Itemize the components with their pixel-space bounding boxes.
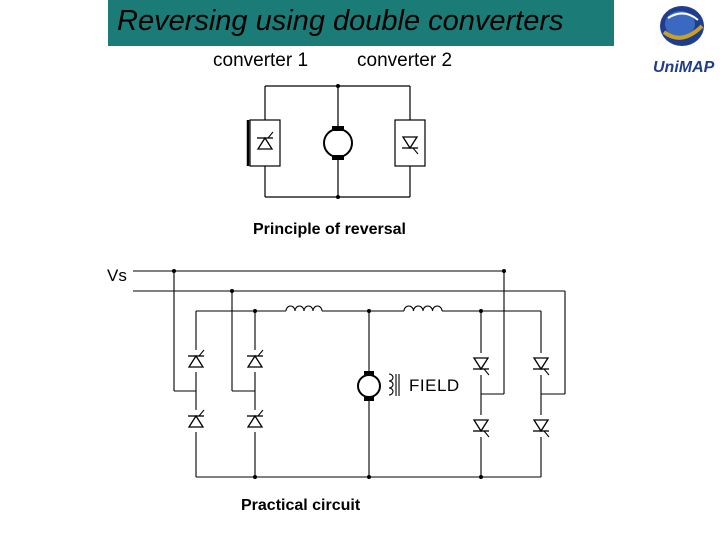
converter2-label: converter 2 (357, 50, 453, 71)
converter1-block (248, 120, 280, 166)
junction-dots-lower (172, 269, 506, 479)
slide-title: Reversing using double converters (117, 5, 564, 37)
principle-caption: Principle of reversal (253, 221, 406, 238)
field-label: FIELD (409, 376, 460, 395)
converter2-block (395, 120, 425, 166)
principle-circuit (265, 86, 410, 197)
dc-motor-icon (358, 371, 380, 401)
practical-circuit (133, 271, 565, 477)
converter2-thyristors (473, 358, 549, 437)
converter1-label: converter 1 (213, 50, 309, 71)
practical-caption: Practical circuit (241, 497, 361, 514)
supply-label: Vs (107, 266, 127, 285)
field-winding-icon (389, 374, 399, 396)
logo-text: UniMAP (653, 59, 715, 76)
motor-icon (324, 126, 352, 160)
converter1-thyristors (188, 350, 263, 427)
